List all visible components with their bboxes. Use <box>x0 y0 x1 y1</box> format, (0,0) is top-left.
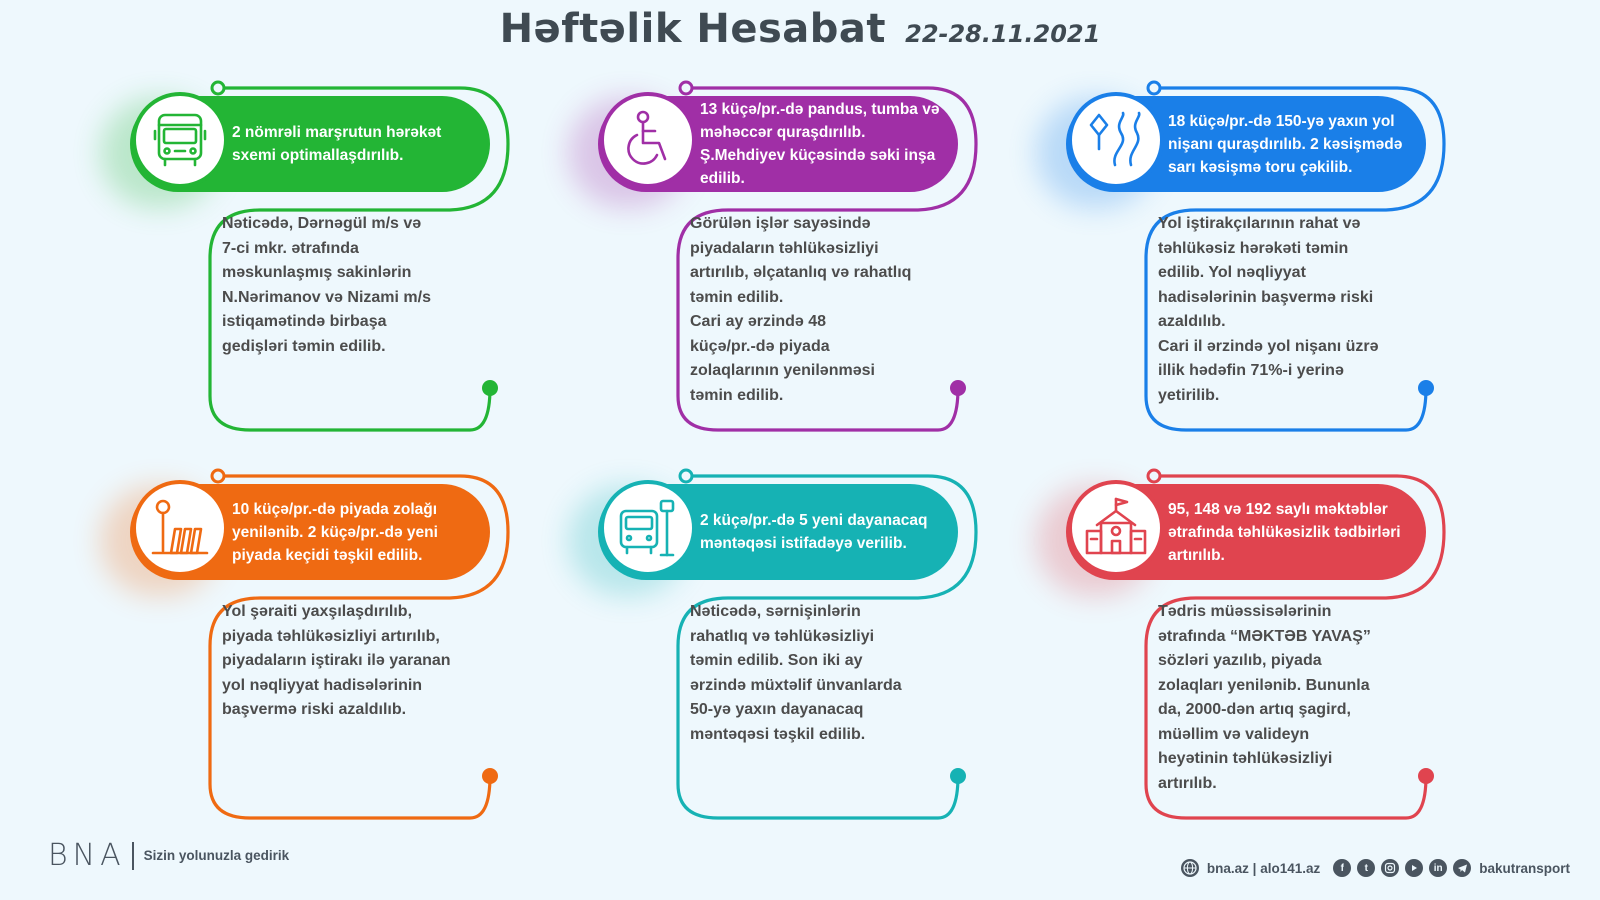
card-end-dot <box>1418 768 1434 784</box>
card-icon-circle <box>600 92 696 188</box>
bna-logo: BNA <box>48 838 126 873</box>
report-title: Həftəlik Hesabat <box>499 6 887 52</box>
slogan: Sizin yolunuzla gedirik <box>143 848 290 863</box>
card-headline: 10 küçə/pr.-də piyada zolağı yenilənib. 2 küçə/pr.-də yeni piyada keçidi təşkil edilib. <box>232 500 438 564</box>
card-headline: 13 küçə/pr.-də pandus, tumba və məhəccər quraşdırılıb. Ş.Mehdiyev küçəsində səki inşa edilib. <box>700 101 940 187</box>
card-icon-circle <box>132 480 228 576</box>
website-links[interactable]: bna.az | alo141.az <box>1206 860 1321 876</box>
page-title <box>0 6 1600 52</box>
card-headline: 2 küçə/pr.-də 5 yeni dayanacaq məntəqəsi istifadəyə verilib. <box>700 512 928 552</box>
card-icon-circle <box>1068 480 1164 576</box>
card-start-dot <box>212 470 224 482</box>
report-card <box>578 78 978 438</box>
twitter-icon[interactable]: t <box>1357 859 1375 877</box>
report-card <box>1046 466 1446 826</box>
footer-contacts <box>1178 859 1570 877</box>
card-icon-circle <box>600 480 696 576</box>
card-headline: 18 küçə/pr.-də 150-yə yaxın yol nişanı quraşdırılıb. 2 kəsişmədə sarı kəsişmə toru çəkilib. <box>1168 112 1403 176</box>
card-icon-circle <box>132 92 228 188</box>
card-body: Görülən işlər sayəsində piyadaların təhlükəsizliyi artırılıb, əlçatanlıq və rahatlıq təmin edilib. Cari ay ərzində 48 küçə/pr.-də piyada zolaqlarının yenilənməsi təmin edilib. <box>690 215 912 404</box>
divider <box>132 842 134 870</box>
wheelchair-icon <box>613 105 683 175</box>
linkedin-icon[interactable]: in <box>1429 859 1447 877</box>
card-end-dot <box>482 380 498 396</box>
card-headline: 95, 148 və 192 saylı məktəblər ətrafında təhlükəsizlik tədbirləri artırılıb. <box>1168 500 1401 564</box>
card-icon-circle <box>1068 92 1164 188</box>
road-sign-icon <box>1081 105 1151 175</box>
card-start-dot <box>680 82 692 94</box>
globe-icon <box>1181 859 1199 877</box>
card-body: Nəticədə, Dərnəgül m/s və 7-ci mkr. ətrafında məskunlaşmış sakinlərin N.Nərimanov və Nizami m/s istiqamətində birbaşa gedişləri təmin edilib. <box>222 215 431 355</box>
card-end-dot <box>950 768 966 784</box>
card-start-dot <box>680 470 692 482</box>
card-headline: 2 nömrəli marşrutun hərəkət sxemi optimallaşdırılıb. <box>232 124 442 164</box>
bus-stop-icon <box>613 493 683 563</box>
card-start-dot <box>1148 470 1160 482</box>
report-card <box>1046 78 1446 438</box>
instagram-icon[interactable] <box>1381 859 1399 877</box>
card-end-dot <box>1418 380 1434 396</box>
school-icon <box>1081 493 1151 563</box>
card-body: Yol şəraiti yaxşılaşdırılıb, piyada təhlükəsizliyi artırılıb, piyadaların iştirakı ilə yaranan yol nəqliyyat hadisələrinin başvermə riski azaldılıb. <box>222 603 451 718</box>
social-handle[interactable]: bakutransport <box>1479 860 1570 876</box>
card-end-dot <box>482 768 498 784</box>
report-card <box>110 466 510 826</box>
facebook-icon[interactable]: f <box>1333 859 1351 877</box>
report-date: 22-28.11.2021 <box>905 20 1101 48</box>
card-body: Tədris müəssisələrinin ətrafında “MƏKTƏB YAVAŞ” sözləri yazılıb, piyada zolaqları yenilənib. Bununla da, 2000-dən artıq şagird, müəllim və valideyn heyətinin təhlükəsizliyi artırılıb. <box>1158 603 1371 792</box>
youtube-icon[interactable] <box>1405 859 1423 877</box>
telegram-icon[interactable] <box>1453 859 1471 877</box>
card-body: Nəticədə, sərnişinlərin rahatlıq və təhlükəsizliyi təmin edilib. Son iki ay ərzində müxtəlif ünvanlarda 50-yə yaxın dayanacaq məntəqəsi təşkil edilib. <box>690 603 902 743</box>
card-body: Yol iştirakçılarının rahat və təhlükəsiz hərəkəti təmin edilib. Yol nəqliyyat hadisələrinin başvermə riski azaldılıb. Cari il ərzində yol nişanı üzrə illik hədəfin 71%-i yerinə yetirilib. <box>1158 215 1379 404</box>
card-start-dot <box>1148 82 1160 94</box>
crosswalk-icon <box>145 493 215 563</box>
report-card <box>578 466 978 826</box>
bus-icon <box>145 105 215 175</box>
card-start-dot <box>212 82 224 94</box>
report-card <box>110 78 510 438</box>
card-end-dot <box>950 380 966 396</box>
footer-brand <box>48 838 289 873</box>
